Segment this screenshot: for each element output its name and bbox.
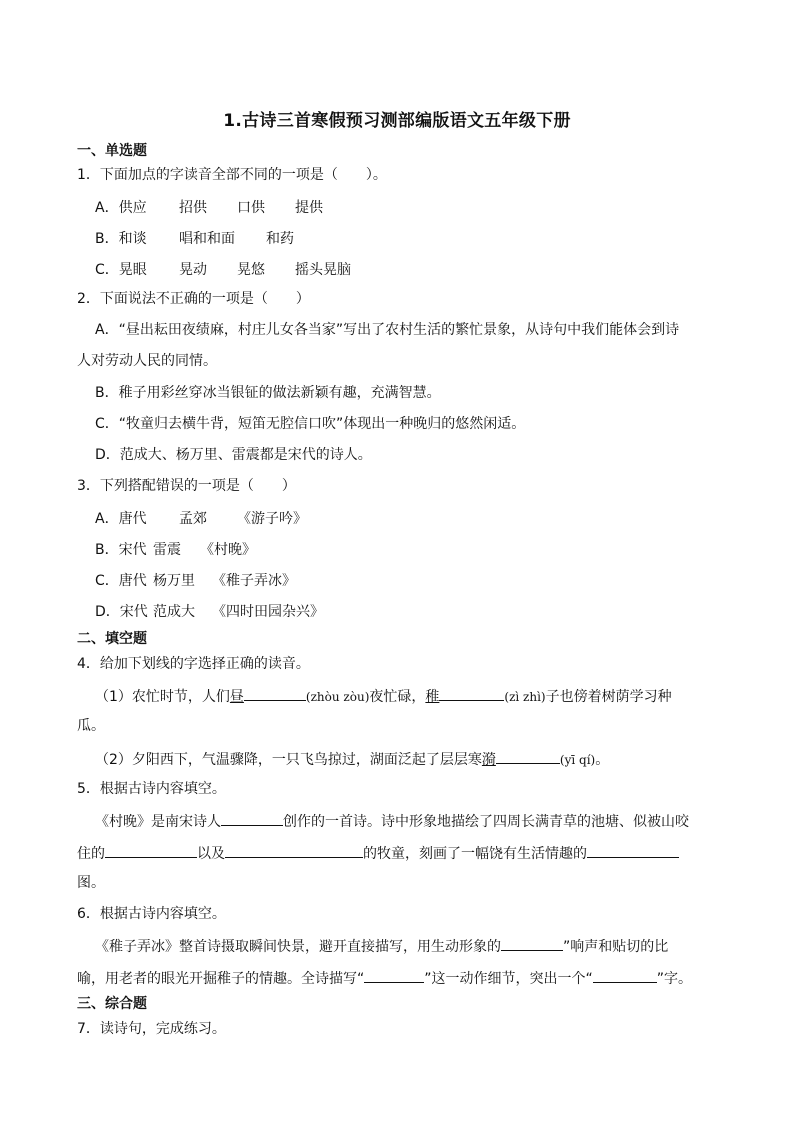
sentence-text: 以及 bbox=[197, 846, 225, 862]
pinyin-choices: (zì zhì) bbox=[504, 690, 546, 704]
answer-blank[interactable] bbox=[587, 843, 679, 858]
question-3-stem: 3．下列搭配错误的一项是（ ） bbox=[77, 478, 296, 494]
question-5-line-2 bbox=[77, 843, 679, 863]
underlined-char: 昼 bbox=[229, 689, 244, 705]
option-text: 雷震 bbox=[153, 542, 181, 558]
option-text: 摇头晃脑 bbox=[295, 262, 351, 278]
option-text: D．宋代 bbox=[95, 604, 148, 620]
page-title: 1.古诗三首寒假预习测部编版语文五年级下册 bbox=[223, 111, 571, 131]
sentence-text: 住的 bbox=[77, 846, 105, 862]
option-text: 唱和和面 bbox=[179, 231, 235, 247]
question-4-part-2 bbox=[95, 749, 609, 769]
option-text: 杨万里 bbox=[153, 573, 195, 589]
answer-blank[interactable] bbox=[105, 843, 197, 858]
question-5-line-1 bbox=[95, 811, 689, 831]
question-3-option-d bbox=[95, 601, 324, 621]
sentence-text: ”这一动作细节，突出一个“ bbox=[424, 971, 593, 987]
option-text: B．和谈 bbox=[95, 231, 147, 247]
question-5-stem: 5．根据古诗内容填空。 bbox=[77, 781, 226, 797]
underlined-char: 漪 bbox=[481, 752, 496, 768]
sentence-text: 的牧童，刻画了一幅饶有生活情趣的 bbox=[363, 846, 587, 862]
sentence-text: ”字。 bbox=[656, 971, 693, 987]
option-text: 孟郊 bbox=[179, 511, 207, 527]
sentence-text: 《村晚》是南宋诗人 bbox=[95, 814, 221, 830]
sentence-text: 喻，用老者的眼光开掘稚子的情趣。全诗描写“ bbox=[77, 971, 365, 987]
question-2-option-d: D．范成大、杨万里、雷震都是宋代的诗人。 bbox=[95, 447, 372, 463]
question-2-option-a-line2: 人对劳动人民的同情。 bbox=[77, 353, 217, 369]
option-text: C．唐代 bbox=[95, 573, 147, 589]
answer-blank[interactable] bbox=[496, 749, 560, 764]
question-3-option-c bbox=[95, 570, 296, 590]
question-2-option-a-line1: A．“昼出耘田夜绩麻，村庄儿女各当家”写出了农村生活的繁忙景象，从诗句中我们能体会到诗 bbox=[95, 322, 680, 338]
question-2-option-b: B．稚子用彩丝穿冰当银钲的做法新颖有趣，充满智慧。 bbox=[95, 385, 441, 401]
section-heading-comprehensive: 三、综合题 bbox=[77, 996, 147, 1012]
question-4-part-1-cont: 瓜。 bbox=[77, 718, 105, 734]
question-6-line-1 bbox=[95, 936, 668, 956]
pinyin-choices: (zhòu zòu) bbox=[305, 690, 370, 704]
sentence-text: ”响声和贴切的比 bbox=[563, 939, 669, 955]
sentence-text: 子也傍着树荫学习种 bbox=[545, 689, 672, 705]
question-4-part-1 bbox=[95, 686, 672, 706]
sentence-text: 夜忙碌， bbox=[369, 689, 426, 705]
answer-blank[interactable] bbox=[244, 686, 306, 701]
option-text: 招供 bbox=[179, 200, 207, 216]
answer-blank[interactable] bbox=[593, 968, 657, 983]
question-1-option-c bbox=[95, 259, 351, 279]
question-4-stem: 4．给加下划线的字选择正确的读音。 bbox=[77, 656, 310, 672]
question-1-option-b bbox=[95, 228, 294, 248]
option-text: 和药 bbox=[266, 231, 294, 247]
question-3-option-a bbox=[95, 508, 307, 528]
sentence-text: 《稚子弄冰》整首诗摄取瞬间快景，避开直接描写，用生动形象的 bbox=[95, 939, 501, 955]
option-text: 《稚子弄冰》 bbox=[212, 573, 296, 589]
option-text: 提供 bbox=[295, 200, 323, 216]
option-text: A．唐代 bbox=[95, 511, 147, 527]
answer-blank[interactable] bbox=[225, 843, 363, 858]
question-7-stem: 7．读诗句，完成练习。 bbox=[77, 1021, 226, 1037]
answer-blank[interactable] bbox=[439, 686, 504, 701]
section-heading-single-choice: 一、单选题 bbox=[77, 143, 147, 159]
answer-blank[interactable] bbox=[501, 936, 563, 951]
sentence-text: 。 bbox=[595, 752, 610, 768]
underlined-char: 稚 bbox=[425, 689, 440, 705]
pinyin-choices: (yī qí) bbox=[559, 753, 596, 767]
option-text: B．宋代 bbox=[95, 542, 147, 558]
option-text: 晃悠 bbox=[237, 262, 265, 278]
question-1-stem: 1．下面加点的字读音全部不同的一项是（ ）。 bbox=[77, 167, 387, 183]
question-1-option-a bbox=[95, 197, 323, 217]
sentence-text: （1）农忙时节，人们 bbox=[95, 689, 230, 705]
option-text: 口供 bbox=[237, 200, 265, 216]
option-text: C．晃眼 bbox=[95, 262, 147, 278]
option-text: 《游子吟》 bbox=[237, 511, 307, 527]
question-5-line-3: 图。 bbox=[77, 875, 105, 891]
question-6-line-2 bbox=[77, 968, 692, 988]
option-text: 范成大 bbox=[153, 604, 195, 620]
option-text: 《四时田园杂兴》 bbox=[212, 604, 324, 620]
answer-blank[interactable] bbox=[364, 968, 424, 983]
option-text: A．供应 bbox=[95, 200, 147, 216]
question-6-stem: 6．根据古诗内容填空。 bbox=[77, 906, 226, 922]
sentence-text: 创作的一首诗。诗中形象地描绘了四周长满青草的池塘、似被山咬 bbox=[283, 814, 689, 830]
sentence-text: （2）夕阳西下，气温骤降，一只飞鸟掠过，湖面泛起了层层寒 bbox=[95, 752, 482, 768]
answer-blank[interactable] bbox=[221, 811, 283, 826]
question-2-option-c: C．“牧童归去横牛背，短笛无腔信口吹”体现出一种晚归的悠然闲适。 bbox=[95, 416, 526, 432]
option-text: 《村晚》 bbox=[200, 542, 256, 558]
option-text: 晃动 bbox=[179, 262, 207, 278]
question-3-option-b bbox=[95, 539, 256, 559]
question-2-stem: 2．下面说法不正确的一项是（ ） bbox=[77, 291, 310, 307]
section-heading-fill-blank: 二、填空题 bbox=[77, 631, 147, 647]
